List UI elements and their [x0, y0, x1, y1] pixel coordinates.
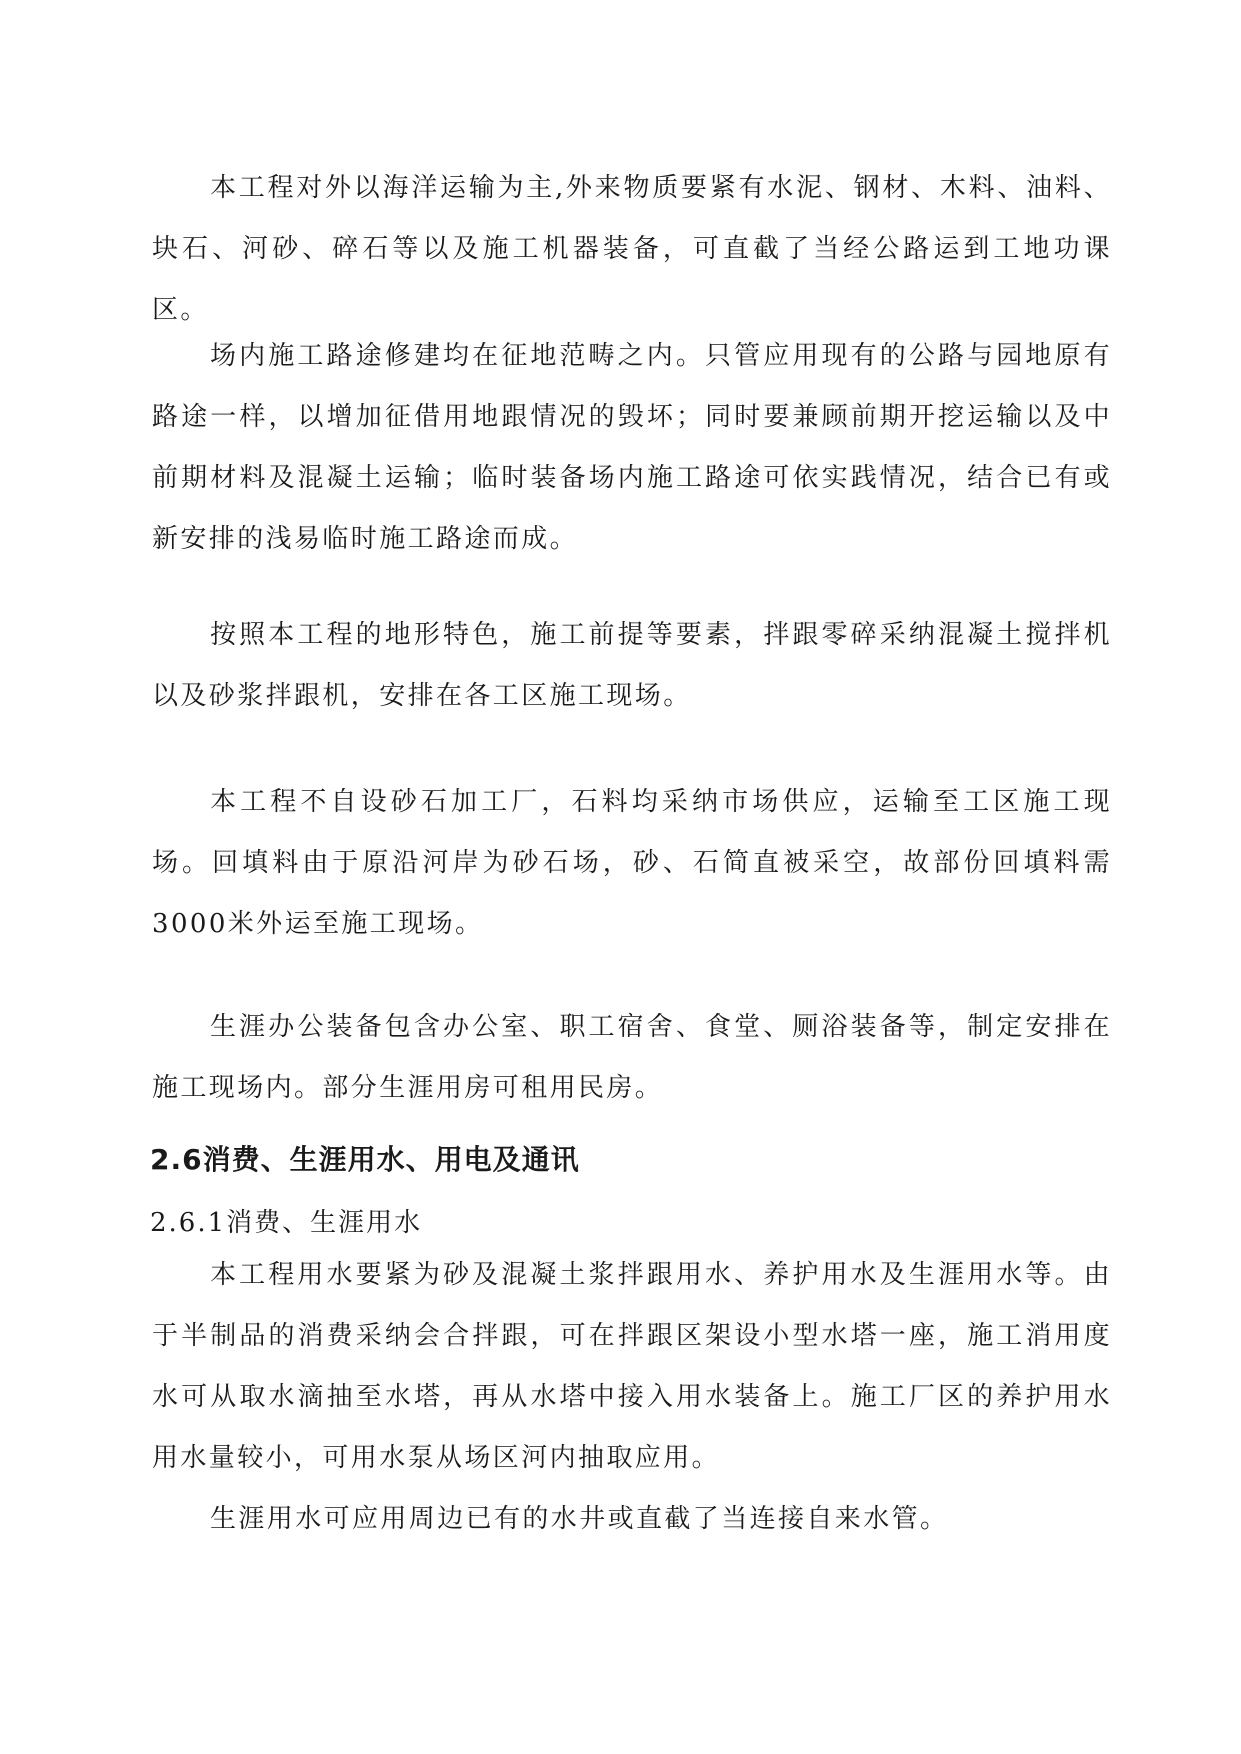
subsection-heading: 2.6.1消费、生涯用水 — [150, 1208, 423, 1238]
paragraph-site-roads: 场内施工路途修建均在征地范畴之内。只管应用现有的公路与园地原有路途一样，以增加征借用地跟情况的毁坏；同时要兼顾前期开挖运输以及中前期材料及混凝土运输；临时装备场内施工路途可依实践情况，结合已有或新安排的浅易临时施工路途而成。 — [152, 341, 1112, 554]
paragraph-living-water: 生涯用水可应用周边已有的水井或直截了当连接自来水管。 — [210, 1504, 949, 1534]
paragraph-aggregate: 本工程不自设砂石加工厂，石料均采纳市场供应，运输至工区施工现场。回填料由于原沿河岸为砂石场，砂、石简直被采空，故部份回填料需3000米外运至施工现场。 — [152, 787, 1112, 939]
paragraph-living-office: 生涯办公装备包含办公室、职工宿舍、食堂、厕浴装备等，制定安排在施工现场内。部分生涯用房可租用民房。 — [152, 1012, 1112, 1103]
section-heading: 2.6消费、生涯用水、用电及通讯 — [150, 1143, 580, 1176]
paragraph-mixing: 按照本工程的地形特色，施工前提等要素，拌跟零碎采纳混凝土搅拌机以及砂浆拌跟机，安排在各工区施工现场。 — [152, 620, 1112, 711]
paragraph-transport: 本工程对外以海洋运输为主,外来物质要紧有水泥、钢材、木料、油料、块石、河砂、碎石等以及施工机器装备，可直截了当经公路运到工地功课区。 — [152, 173, 1112, 325]
paragraph-water-use: 本工程用水要紧为砂及混凝土浆拌跟用水、养护用水及生涯用水等。由于半制品的消费采纳会合拌跟，可在拌跟区架设小型水塔一座，施工消用度水可从取水滴抽至水塔，再从水塔中接入用水装备上。施工厂区的养护用水用水量较小，可用水泵从场区河内抽取应用。 — [152, 1260, 1112, 1473]
